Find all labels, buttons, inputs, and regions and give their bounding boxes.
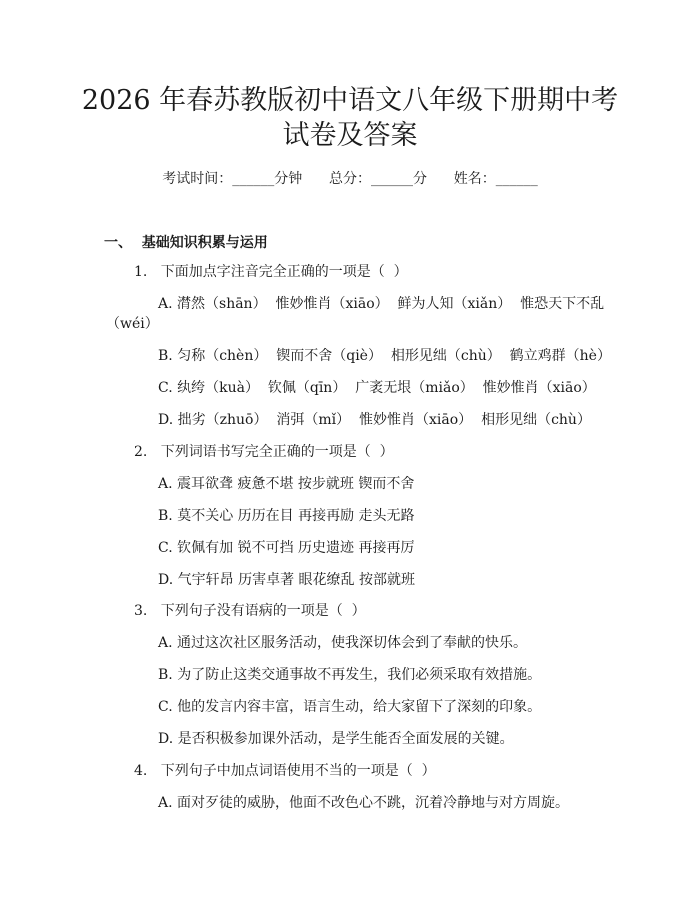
question-3-option-d: D. 是否积极参加课外活动，是学生能否全面发展的关键。 (158, 731, 514, 747)
question-1-stem: 1. 下面加点字注音完全正确的一项是（ ） (134, 264, 408, 280)
question-2-stem: 2. 下列词语书写完全正确的一项是（ ） (134, 444, 394, 460)
question-3-option-a: A. 通过这次社区服务活动，使我深切体会到了奉献的快乐。 (158, 635, 528, 651)
document-title-line-1: 2026 年春苏教版初中语文八年级下册期中考 (81, 85, 619, 116)
section-heading: 一、 基础知识积累与运用 (104, 235, 268, 251)
question-1-option-c: C. 纨绔（kuà） 钦佩（qīn） 广袤无垠（miǎo） 惟妙惟肖（xiāo） (158, 380, 596, 396)
question-1-option-d: D. 拙劣（zhuō） 消弭（mǐ） 惟妙惟肖（xiāo） 相形见绌（chù） (158, 412, 591, 428)
name-field: 姓名：______ (453, 171, 538, 187)
question-2-option-b: B. 莫不关心 历历在目 再接再励 走头无路 (158, 508, 415, 524)
question-3-option-b: B. 为了防止这类交通事故不再发生，我们必须采取有效措施。 (158, 667, 542, 683)
question-4-option-a: A. 面对歹徒的威胁，他面不改色心不跳，沉着冷静地与对方周旋。 (158, 795, 570, 811)
total-score-field: 总分：______分 (329, 171, 427, 187)
question-2-option-c: C. 钦佩有加 锐不可挡 历史遗迹 再接再厉 (158, 540, 415, 556)
question-1-option-b: B. 匀称（chèn） 锲而不舍（qiè） 相形见绌（chù） 鹤立鸡群（hè） (158, 348, 611, 364)
question-4-stem: 4. 下列句子中加点词语使用不当的一项是（ ） (134, 763, 436, 779)
question-2-option-a: A. 震耳欲聋 疲惫不堪 按步就班 锲而不舍 (158, 476, 415, 492)
exam-time-field: 考试时间：______分钟 (162, 171, 303, 187)
exam-meta-row (0, 168, 700, 188)
question-1-option-a: A. 潸然（shān） 惟妙惟肖（xiāo） 鲜为人知（xiǎn） 惟恐天下不乱 (158, 296, 605, 312)
document-title-line-2: 试卷及答案 (282, 120, 418, 151)
question-3-option-c: C. 他的发言内容丰富，语言生动，给大家留下了深刻的印象。 (158, 699, 542, 715)
question-1-option-a-continued: （wéi） (106, 316, 159, 332)
question-3-stem: 3. 下列句子没有语病的一项是（ ） (134, 603, 366, 619)
question-2-option-d: D. 气宇轩昂 历害卓著 眼花缭乱 按部就班 (158, 572, 415, 588)
